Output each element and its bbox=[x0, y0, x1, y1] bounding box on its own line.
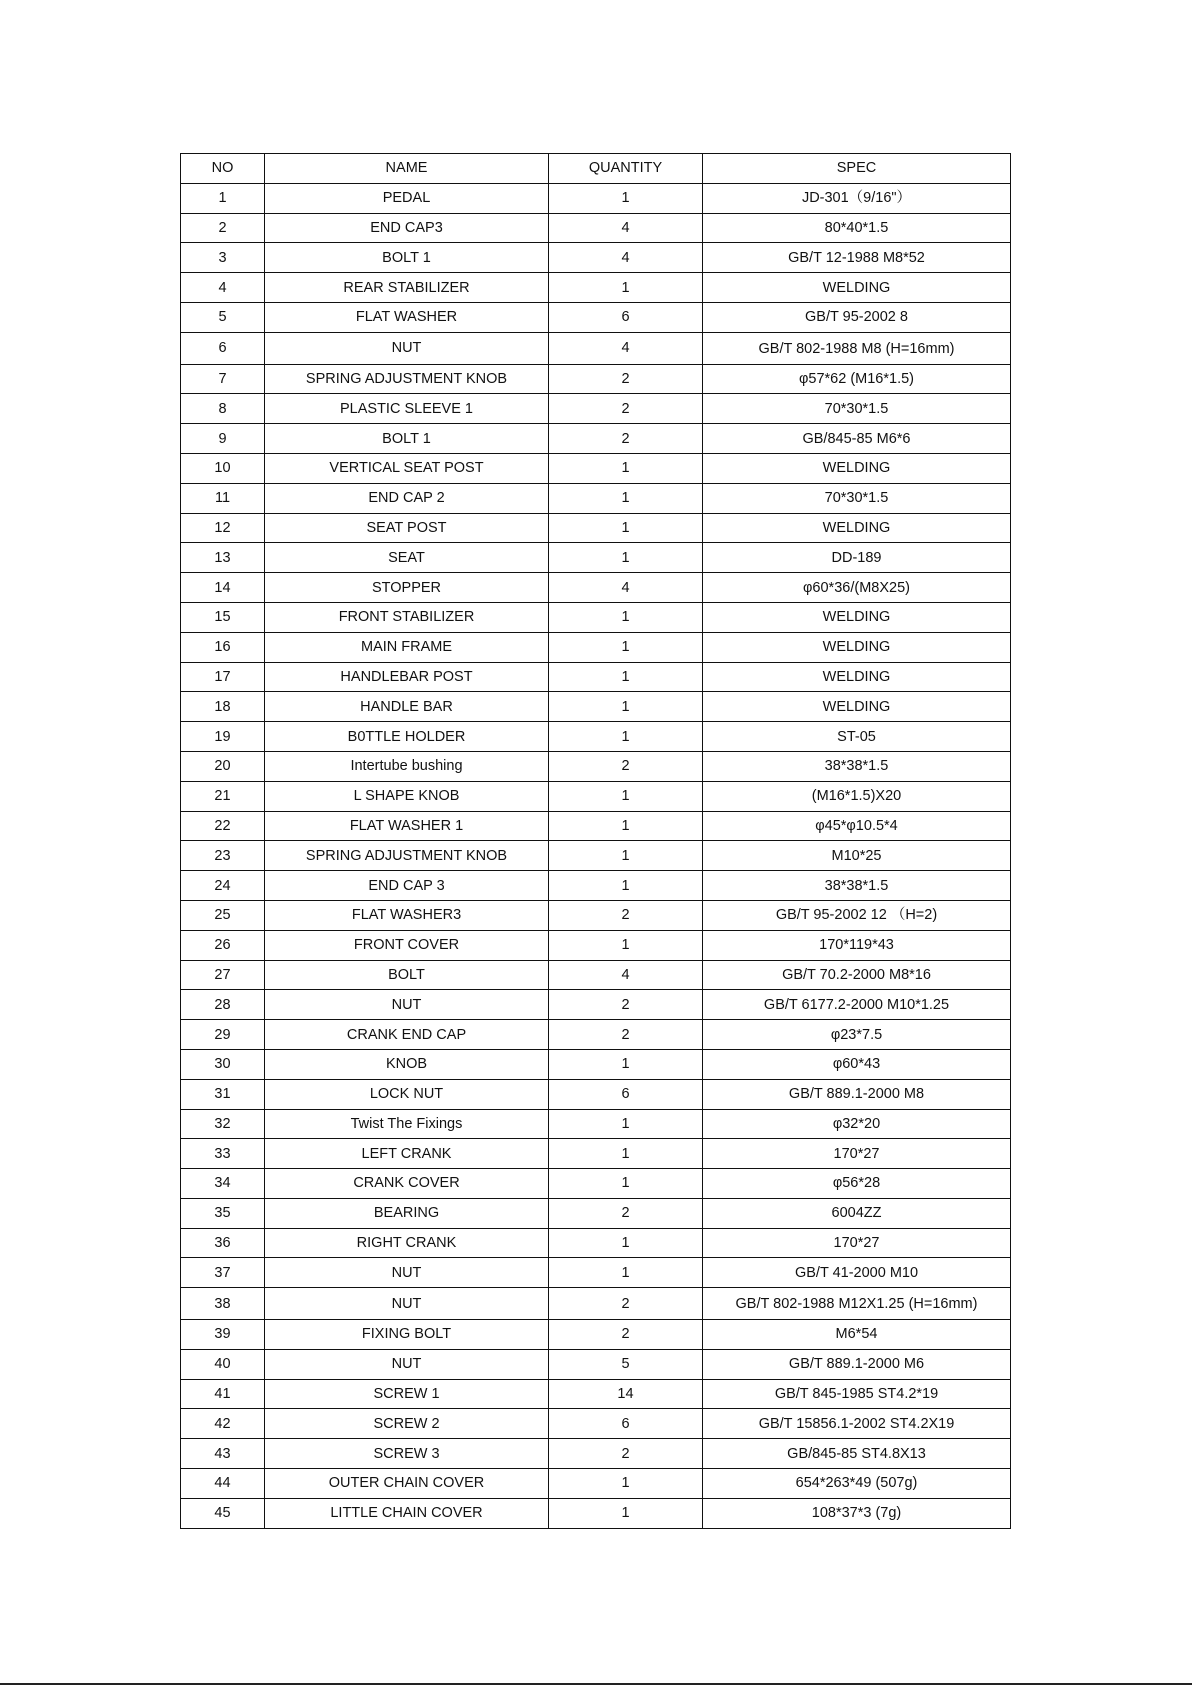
cell-name: END CAP3 bbox=[265, 213, 549, 243]
table-row bbox=[181, 483, 1011, 513]
cell-quantity: 1 bbox=[549, 632, 703, 662]
cell-spec: (M16*1.5)X20 bbox=[703, 781, 1011, 811]
parts-list-sheet bbox=[180, 153, 1010, 1529]
cell-spec: 108*37*3 (7g) bbox=[703, 1498, 1011, 1528]
cell-no: 36 bbox=[181, 1228, 265, 1258]
cell-no: 5 bbox=[181, 302, 265, 332]
table-row bbox=[181, 1320, 1011, 1350]
cell-spec: GB/T 15856.1-2002 ST4.2X19 bbox=[703, 1409, 1011, 1439]
table-row bbox=[181, 453, 1011, 483]
column-header-spec: SPEC bbox=[703, 154, 1011, 184]
cell-spec: φ32*20 bbox=[703, 1109, 1011, 1139]
table-row bbox=[181, 1079, 1011, 1109]
cell-spec: M10*25 bbox=[703, 841, 1011, 871]
cell-no: 12 bbox=[181, 513, 265, 543]
cell-quantity: 1 bbox=[549, 1049, 703, 1079]
cell-quantity: 14 bbox=[549, 1379, 703, 1409]
cell-name: KNOB bbox=[265, 1049, 549, 1079]
cell-spec: φ57*62 (M16*1.5) bbox=[703, 364, 1011, 394]
cell-spec: JD-301（9/16"） bbox=[703, 183, 1011, 213]
cell-spec: GB/T 802-1988 M8 (H=16mm) bbox=[703, 332, 1011, 364]
column-header-name: NAME bbox=[265, 154, 549, 184]
cell-name: NUT bbox=[265, 332, 549, 364]
cell-name: FLAT WASHER bbox=[265, 302, 549, 332]
cell-spec: WELDING bbox=[703, 453, 1011, 483]
cell-quantity: 1 bbox=[549, 183, 703, 213]
cell-no: 43 bbox=[181, 1439, 265, 1469]
table-row bbox=[181, 841, 1011, 871]
table-row bbox=[181, 602, 1011, 632]
cell-name: Twist The Fixings bbox=[265, 1109, 549, 1139]
table-row bbox=[181, 930, 1011, 960]
cell-no: 28 bbox=[181, 990, 265, 1020]
cell-spec: GB/T 12-1988 M8*52 bbox=[703, 243, 1011, 273]
cell-no: 35 bbox=[181, 1198, 265, 1228]
cell-quantity: 1 bbox=[549, 871, 703, 901]
cell-spec: WELDING bbox=[703, 602, 1011, 632]
cell-no: 3 bbox=[181, 243, 265, 273]
cell-no: 13 bbox=[181, 543, 265, 573]
cell-name: OUTER CHAIN COVER bbox=[265, 1469, 549, 1499]
cell-no: 10 bbox=[181, 453, 265, 483]
cell-spec: 38*38*1.5 bbox=[703, 751, 1011, 781]
table-row bbox=[181, 1109, 1011, 1139]
cell-no: 34 bbox=[181, 1169, 265, 1199]
cell-quantity: 4 bbox=[549, 960, 703, 990]
table-row bbox=[181, 364, 1011, 394]
table-row bbox=[181, 1498, 1011, 1528]
cell-quantity: 4 bbox=[549, 213, 703, 243]
cell-spec: 6004ZZ bbox=[703, 1198, 1011, 1228]
table-header-row bbox=[181, 154, 1011, 184]
table-row bbox=[181, 183, 1011, 213]
cell-name: REAR STABILIZER bbox=[265, 273, 549, 303]
table-row bbox=[181, 1198, 1011, 1228]
cell-name: LOCK NUT bbox=[265, 1079, 549, 1109]
cell-name: RIGHT CRANK bbox=[265, 1228, 549, 1258]
cell-quantity: 5 bbox=[549, 1349, 703, 1379]
cell-name: NUT bbox=[265, 1349, 549, 1379]
cell-no: 22 bbox=[181, 811, 265, 841]
cell-name: SCREW 3 bbox=[265, 1439, 549, 1469]
table-row bbox=[181, 302, 1011, 332]
cell-spec: 38*38*1.5 bbox=[703, 871, 1011, 901]
table-row bbox=[181, 662, 1011, 692]
cell-no: 20 bbox=[181, 751, 265, 781]
cell-no: 42 bbox=[181, 1409, 265, 1439]
cell-name: SPRING ADJUSTMENT KNOB bbox=[265, 364, 549, 394]
cell-quantity: 1 bbox=[549, 513, 703, 543]
cell-spec: 70*30*1.5 bbox=[703, 394, 1011, 424]
parts-table-body bbox=[181, 183, 1011, 1528]
cell-name: HANDLEBAR POST bbox=[265, 662, 549, 692]
table-row bbox=[181, 243, 1011, 273]
cell-no: 41 bbox=[181, 1379, 265, 1409]
cell-quantity: 1 bbox=[549, 692, 703, 722]
cell-spec: 170*27 bbox=[703, 1228, 1011, 1258]
cell-spec: WELDING bbox=[703, 513, 1011, 543]
cell-spec: GB/845-85 M6*6 bbox=[703, 424, 1011, 454]
cell-spec: M6*54 bbox=[703, 1320, 1011, 1350]
table-row bbox=[181, 1409, 1011, 1439]
column-header-quantity: QUANTITY bbox=[549, 154, 703, 184]
cell-quantity: 1 bbox=[549, 273, 703, 303]
cell-quantity: 1 bbox=[549, 1498, 703, 1528]
cell-no: 29 bbox=[181, 1020, 265, 1050]
cell-quantity: 2 bbox=[549, 1020, 703, 1050]
cell-quantity: 1 bbox=[549, 1469, 703, 1499]
cell-name: SPRING ADJUSTMENT KNOB bbox=[265, 841, 549, 871]
cell-quantity: 2 bbox=[549, 900, 703, 930]
cell-name: SEAT POST bbox=[265, 513, 549, 543]
cell-name: FLAT WASHER3 bbox=[265, 900, 549, 930]
cell-name: NUT bbox=[265, 1288, 549, 1320]
cell-no: 14 bbox=[181, 573, 265, 603]
cell-spec: WELDING bbox=[703, 273, 1011, 303]
table-row bbox=[181, 1020, 1011, 1050]
cell-spec: ST-05 bbox=[703, 722, 1011, 752]
cell-no: 39 bbox=[181, 1320, 265, 1350]
cell-quantity: 1 bbox=[549, 1228, 703, 1258]
cell-no: 8 bbox=[181, 394, 265, 424]
cell-name: L SHAPE KNOB bbox=[265, 781, 549, 811]
table-row bbox=[181, 273, 1011, 303]
cell-no: 37 bbox=[181, 1258, 265, 1288]
cell-no: 7 bbox=[181, 364, 265, 394]
cell-no: 21 bbox=[181, 781, 265, 811]
cell-quantity: 2 bbox=[549, 394, 703, 424]
cell-quantity: 2 bbox=[549, 1439, 703, 1469]
cell-name: BEARING bbox=[265, 1198, 549, 1228]
cell-spec: φ45*φ10.5*4 bbox=[703, 811, 1011, 841]
table-row bbox=[181, 1169, 1011, 1199]
cell-spec: GB/T 95-2002 12 （H=2) bbox=[703, 900, 1011, 930]
cell-spec: WELDING bbox=[703, 632, 1011, 662]
cell-name: END CAP 3 bbox=[265, 871, 549, 901]
cell-name: LITTLE CHAIN COVER bbox=[265, 1498, 549, 1528]
cell-quantity: 2 bbox=[549, 1198, 703, 1228]
table-row bbox=[181, 394, 1011, 424]
cell-name: SEAT bbox=[265, 543, 549, 573]
cell-spec: φ56*28 bbox=[703, 1169, 1011, 1199]
cell-no: 11 bbox=[181, 483, 265, 513]
cell-quantity: 2 bbox=[549, 424, 703, 454]
cell-quantity: 6 bbox=[549, 1409, 703, 1439]
cell-spec: GB/T 6177.2-2000 M10*1.25 bbox=[703, 990, 1011, 1020]
cell-no: 23 bbox=[181, 841, 265, 871]
table-row bbox=[181, 424, 1011, 454]
table-row bbox=[181, 1439, 1011, 1469]
cell-quantity: 6 bbox=[549, 1079, 703, 1109]
cell-name: CRANK COVER bbox=[265, 1169, 549, 1199]
cell-no: 25 bbox=[181, 900, 265, 930]
table-row bbox=[181, 1379, 1011, 1409]
table-row bbox=[181, 871, 1011, 901]
cell-no: 26 bbox=[181, 930, 265, 960]
cell-quantity: 1 bbox=[549, 1139, 703, 1169]
cell-quantity: 1 bbox=[549, 722, 703, 752]
cell-no: 2 bbox=[181, 213, 265, 243]
cell-no: 9 bbox=[181, 424, 265, 454]
cell-spec: GB/T 845-1985 ST4.2*19 bbox=[703, 1379, 1011, 1409]
cell-quantity: 6 bbox=[549, 302, 703, 332]
cell-quantity: 4 bbox=[549, 243, 703, 273]
table-row bbox=[181, 1139, 1011, 1169]
cell-quantity: 1 bbox=[549, 543, 703, 573]
cell-name: STOPPER bbox=[265, 573, 549, 603]
cell-name: NUT bbox=[265, 1258, 549, 1288]
cell-no: 1 bbox=[181, 183, 265, 213]
cell-spec: 170*27 bbox=[703, 1139, 1011, 1169]
cell-spec: GB/T 70.2-2000 M8*16 bbox=[703, 960, 1011, 990]
cell-name: BOLT 1 bbox=[265, 424, 549, 454]
table-row bbox=[181, 1469, 1011, 1499]
table-row bbox=[181, 573, 1011, 603]
cell-name: FLAT WASHER 1 bbox=[265, 811, 549, 841]
cell-name: FRONT STABILIZER bbox=[265, 602, 549, 632]
cell-quantity: 1 bbox=[549, 1169, 703, 1199]
cell-no: 45 bbox=[181, 1498, 265, 1528]
cell-name: NUT bbox=[265, 990, 549, 1020]
table-row bbox=[181, 751, 1011, 781]
cell-name: HANDLE BAR bbox=[265, 692, 549, 722]
cell-name: CRANK END CAP bbox=[265, 1020, 549, 1050]
cell-no: 32 bbox=[181, 1109, 265, 1139]
cell-no: 30 bbox=[181, 1049, 265, 1079]
table-row bbox=[181, 1288, 1011, 1320]
cell-quantity: 1 bbox=[549, 662, 703, 692]
cell-quantity: 1 bbox=[549, 781, 703, 811]
cell-no: 33 bbox=[181, 1139, 265, 1169]
cell-no: 40 bbox=[181, 1349, 265, 1379]
table-row bbox=[181, 332, 1011, 364]
cell-spec: φ60*36/(M8X25) bbox=[703, 573, 1011, 603]
cell-name: VERTICAL SEAT POST bbox=[265, 453, 549, 483]
cell-no: 38 bbox=[181, 1288, 265, 1320]
cell-name: SCREW 2 bbox=[265, 1409, 549, 1439]
cell-spec: GB/T 889.1-2000 M8 bbox=[703, 1079, 1011, 1109]
table-row bbox=[181, 1258, 1011, 1288]
cell-name: BOLT 1 bbox=[265, 243, 549, 273]
cell-spec: DD-189 bbox=[703, 543, 1011, 573]
table-row bbox=[181, 900, 1011, 930]
cell-quantity: 1 bbox=[549, 930, 703, 960]
cell-spec: GB/T 802-1988 M12X1.25 (H=16mm) bbox=[703, 1288, 1011, 1320]
cell-quantity: 4 bbox=[549, 332, 703, 364]
cell-spec: 654*263*49 (507g) bbox=[703, 1469, 1011, 1499]
cell-no: 19 bbox=[181, 722, 265, 752]
table-row bbox=[181, 1049, 1011, 1079]
cell-name: B0TTLE HOLDER bbox=[265, 722, 549, 752]
cell-name: Intertube bushing bbox=[265, 751, 549, 781]
table-row bbox=[181, 781, 1011, 811]
cell-spec: 70*30*1.5 bbox=[703, 483, 1011, 513]
table-row bbox=[181, 722, 1011, 752]
table-row bbox=[181, 692, 1011, 722]
cell-quantity: 2 bbox=[549, 364, 703, 394]
cell-no: 4 bbox=[181, 273, 265, 303]
cell-spec: GB/T 95-2002 8 bbox=[703, 302, 1011, 332]
cell-spec: GB/T 889.1-2000 M6 bbox=[703, 1349, 1011, 1379]
table-row bbox=[181, 632, 1011, 662]
cell-name: FRONT COVER bbox=[265, 930, 549, 960]
cell-spec: φ23*7.5 bbox=[703, 1020, 1011, 1050]
cell-no: 17 bbox=[181, 662, 265, 692]
cell-spec: WELDING bbox=[703, 692, 1011, 722]
cell-spec: GB/845-85 ST4.8X13 bbox=[703, 1439, 1011, 1469]
cell-quantity: 2 bbox=[549, 990, 703, 1020]
table-row bbox=[181, 960, 1011, 990]
table-row bbox=[181, 1349, 1011, 1379]
column-header-no: NO bbox=[181, 154, 265, 184]
cell-no: 18 bbox=[181, 692, 265, 722]
table-row bbox=[181, 1228, 1011, 1258]
cell-quantity: 1 bbox=[549, 602, 703, 632]
cell-quantity: 2 bbox=[549, 751, 703, 781]
parts-table bbox=[180, 153, 1011, 1529]
cell-quantity: 1 bbox=[549, 1109, 703, 1139]
cell-quantity: 1 bbox=[549, 483, 703, 513]
table-row bbox=[181, 543, 1011, 573]
cell-no: 44 bbox=[181, 1469, 265, 1499]
cell-spec: 170*119*43 bbox=[703, 930, 1011, 960]
cell-no: 24 bbox=[181, 871, 265, 901]
cell-no: 27 bbox=[181, 960, 265, 990]
cell-name: PEDAL bbox=[265, 183, 549, 213]
cell-spec: φ60*43 bbox=[703, 1049, 1011, 1079]
table-row bbox=[181, 213, 1011, 243]
cell-name: SCREW 1 bbox=[265, 1379, 549, 1409]
cell-name: END CAP 2 bbox=[265, 483, 549, 513]
cell-quantity: 1 bbox=[549, 811, 703, 841]
cell-name: LEFT CRANK bbox=[265, 1139, 549, 1169]
cell-quantity: 1 bbox=[549, 1258, 703, 1288]
cell-no: 6 bbox=[181, 332, 265, 364]
table-row bbox=[181, 990, 1011, 1020]
cell-no: 31 bbox=[181, 1079, 265, 1109]
cell-name: MAIN FRAME bbox=[265, 632, 549, 662]
cell-no: 16 bbox=[181, 632, 265, 662]
cell-name: FIXING BOLT bbox=[265, 1320, 549, 1350]
cell-spec: GB/T 41-2000 M10 bbox=[703, 1258, 1011, 1288]
cell-spec: 80*40*1.5 bbox=[703, 213, 1011, 243]
cell-name: BOLT bbox=[265, 960, 549, 990]
cell-quantity: 2 bbox=[549, 1320, 703, 1350]
cell-name: PLASTIC SLEEVE 1 bbox=[265, 394, 549, 424]
cell-quantity: 4 bbox=[549, 573, 703, 603]
cell-quantity: 1 bbox=[549, 841, 703, 871]
cell-no: 15 bbox=[181, 602, 265, 632]
table-row bbox=[181, 811, 1011, 841]
table-row bbox=[181, 513, 1011, 543]
cell-spec: WELDING bbox=[703, 662, 1011, 692]
cell-quantity: 1 bbox=[549, 453, 703, 483]
cell-quantity: 2 bbox=[549, 1288, 703, 1320]
